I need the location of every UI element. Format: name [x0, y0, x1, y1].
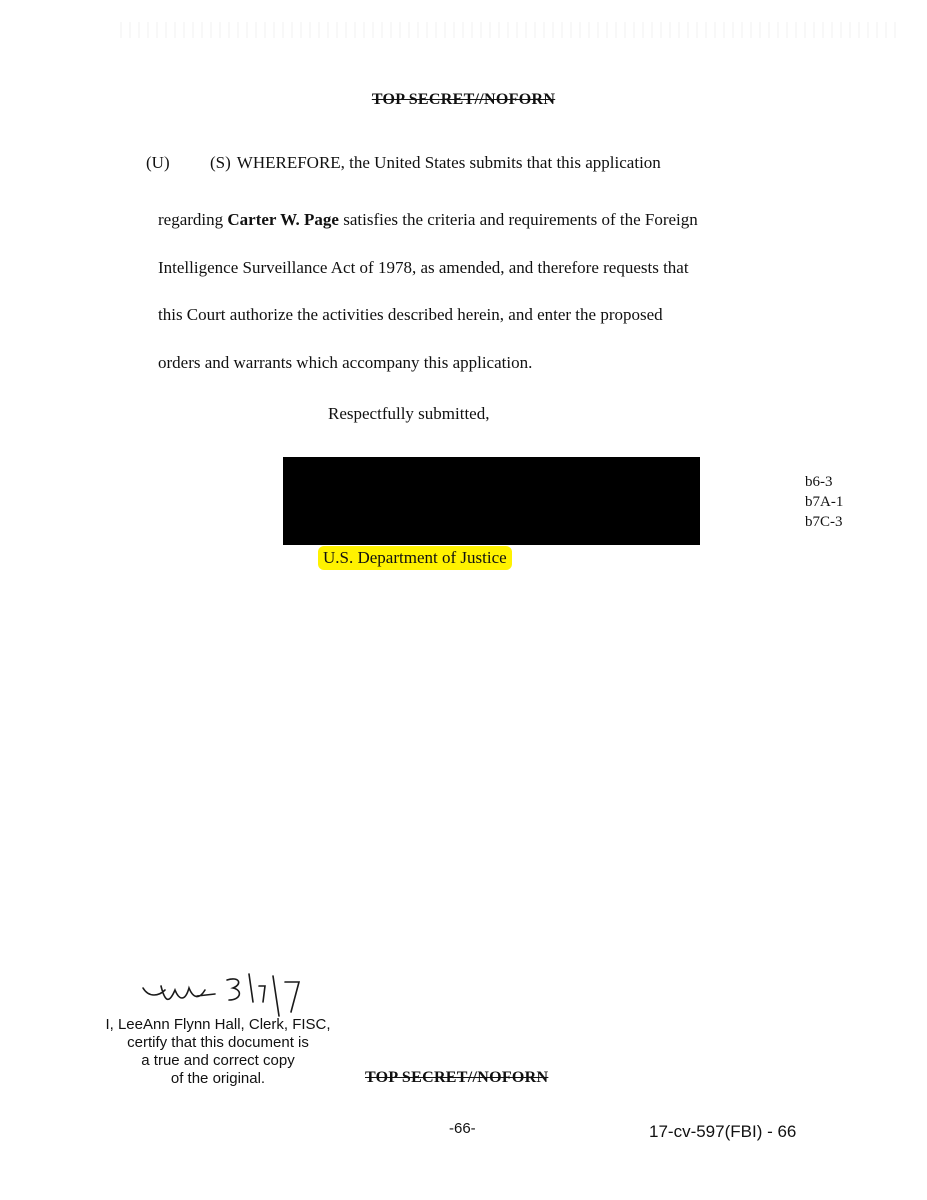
- exemption-code: b7C-3: [805, 514, 843, 530]
- foia-exemption-codes: [805, 472, 843, 532]
- paragraph-line-4: this Court authorize the activities described herein, and enter the proposed: [158, 305, 663, 324]
- closing-salutation: Respectfully submitted,: [328, 404, 490, 423]
- paragraph-line-3: Intelligence Surveillance Act of 1978, as amended, and therefore requests that: [158, 257, 689, 277]
- paragraph-line-1-text: WHEREFORE, the United States submits that this application: [236, 153, 661, 172]
- department-name-highlighted: U.S. Department of Justice: [318, 546, 512, 570]
- scan-noise: [120, 22, 900, 38]
- exemption-code: b6-3: [805, 474, 833, 490]
- line-2-prefix: regarding: [158, 210, 228, 229]
- paragraph-line-2: [158, 196, 698, 244]
- redaction-block: [283, 457, 700, 545]
- exemption-code: b7A-1: [805, 494, 844, 510]
- paragraph-marking-unclassified: (U): [146, 153, 170, 172]
- target-name: Carter W. Page: [227, 210, 339, 229]
- paragraph-marking-secret: (S): [210, 153, 231, 172]
- line-2-suffix: satisfies the criteria and requirements of the Foreign: [338, 210, 698, 229]
- footer-classification-marking: TOP SECRET//NOFORN: [365, 1069, 549, 1086]
- paragraph-line-1: [210, 149, 661, 176]
- document-id: 17-cv-597(FBI) - 66: [649, 1122, 797, 1141]
- certification-line: a true and correct copy: [141, 1052, 295, 1069]
- header-classification-marking: TOP SECRET//NOFORN: [371, 91, 556, 108]
- certification-line: of the original.: [170, 1070, 266, 1087]
- paragraph-line-5: orders and warrants which accompany this application.: [158, 352, 533, 372]
- clerk-certification: [88, 1016, 348, 1088]
- page-number: -66-: [449, 1120, 476, 1137]
- certification-line: I, LeeAnn Flynn Hall, Clerk, FISC,: [105, 1016, 331, 1033]
- paragraph-body: [158, 196, 698, 386]
- certification-line: certify that this document is: [127, 1034, 309, 1051]
